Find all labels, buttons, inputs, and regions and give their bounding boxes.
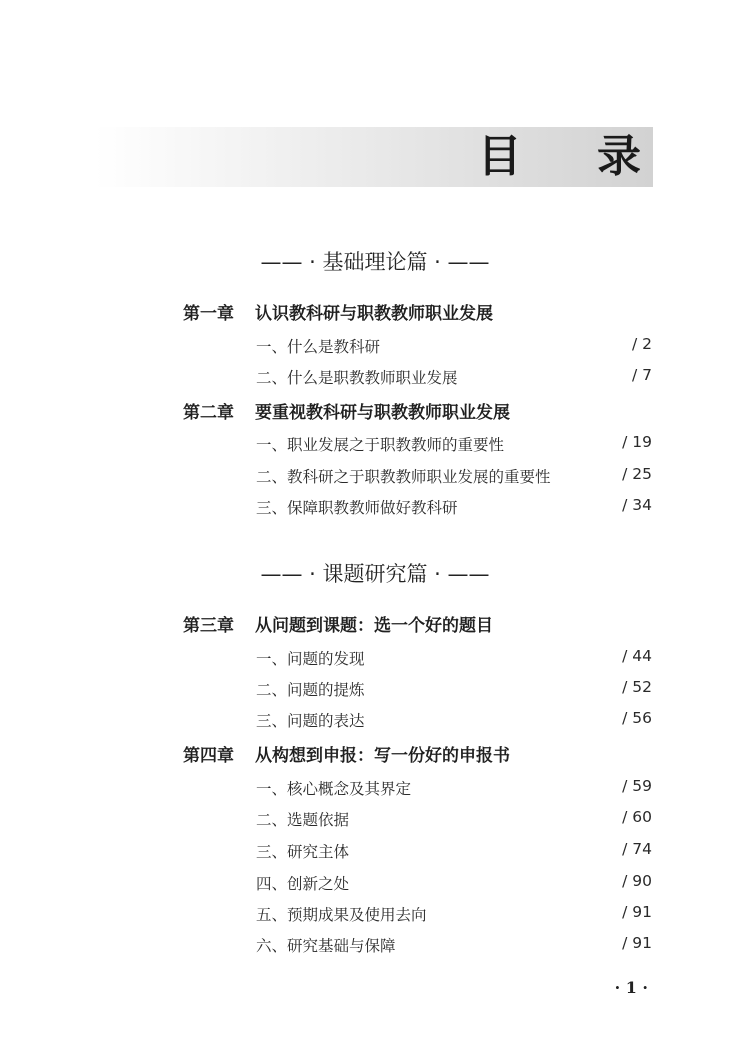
part-heading-theory: —— · 基础理论篇 · —— bbox=[260, 250, 490, 274]
toc-entry[interactable] bbox=[256, 903, 652, 925]
toc-entry-page: / 25 bbox=[622, 465, 652, 483]
chapter-1[interactable] bbox=[183, 299, 493, 324]
chapter-title: 从构想到申报：写一份好的申报书 bbox=[255, 746, 510, 766]
toc-entry[interactable] bbox=[256, 433, 652, 455]
chapter-title: 从问题到课题：选一个好的题目 bbox=[255, 616, 493, 636]
toc-entry[interactable] bbox=[256, 678, 652, 700]
toc-entry-label: 一、问题的发现 bbox=[256, 650, 365, 668]
toc-entry-page: / 44 bbox=[622, 647, 652, 665]
chapter-number: 第二章 bbox=[183, 403, 234, 423]
chapter-4[interactable] bbox=[183, 741, 510, 766]
toc-entry-label: 六、研究基础与保障 bbox=[256, 937, 396, 955]
chapter-2[interactable] bbox=[183, 398, 510, 423]
toc-entry-page: / 19 bbox=[622, 433, 652, 451]
toc-entry-page: / 91 bbox=[622, 903, 652, 921]
toc-entry-label: 二、什么是职教教师职业发展 bbox=[256, 369, 458, 387]
toc-entry[interactable] bbox=[256, 496, 652, 518]
toc-entry-label: 一、什么是教科研 bbox=[256, 338, 381, 356]
toc-entry[interactable] bbox=[256, 777, 652, 799]
toc-entry-page: / 60 bbox=[622, 808, 652, 826]
toc-entry-page: / 90 bbox=[622, 872, 652, 890]
page-number: · 1 · bbox=[614, 978, 648, 997]
chapter-title: 认识教科研与职教教师职业发展 bbox=[255, 304, 493, 324]
toc-entry-page: / 56 bbox=[622, 709, 652, 727]
toc-entry-page: / 34 bbox=[622, 496, 652, 514]
toc-entry-label: 二、选题依据 bbox=[256, 811, 350, 829]
toc-entry-label: 三、研究主体 bbox=[256, 843, 350, 861]
toc-entry-label: 三、问题的表达 bbox=[256, 712, 365, 730]
toc-entry[interactable] bbox=[256, 808, 652, 830]
toc-entry[interactable] bbox=[256, 465, 652, 487]
chapter-number: 第四章 bbox=[183, 746, 234, 766]
chapter-number: 第三章 bbox=[183, 616, 234, 636]
part-heading-research: —— · 课题研究篇 · —— bbox=[260, 562, 490, 586]
toc-entry-page: / 7 bbox=[631, 366, 652, 384]
toc-entry[interactable] bbox=[256, 366, 652, 388]
toc-entry-label: 三、保障职教教师做好教科研 bbox=[256, 499, 458, 517]
toc-entry-page: / 91 bbox=[622, 934, 652, 952]
toc-entry[interactable] bbox=[256, 335, 652, 357]
toc-entry[interactable] bbox=[256, 840, 652, 862]
toc-entry[interactable] bbox=[256, 647, 652, 669]
toc-entry-page: / 74 bbox=[622, 840, 652, 858]
chapter-title: 要重视教科研与职教教师职业发展 bbox=[255, 403, 510, 423]
toc-entry[interactable] bbox=[256, 709, 652, 731]
toc-entry[interactable] bbox=[256, 872, 652, 894]
toc-entry-label: 二、教科研之于职教教师职业发展的重要性 bbox=[256, 468, 551, 486]
chapter-number: 第一章 bbox=[183, 304, 234, 324]
title-banner bbox=[95, 127, 671, 187]
toc-entry-page: / 59 bbox=[622, 777, 652, 795]
chapter-3[interactable] bbox=[183, 611, 493, 636]
toc-entry-page: / 52 bbox=[622, 678, 652, 696]
toc-entry-label: 二、问题的提炼 bbox=[256, 681, 365, 699]
toc-entry-page: / 2 bbox=[631, 335, 652, 353]
toc-entry-label: 五、预期成果及使用去向 bbox=[256, 906, 427, 924]
toc-entry[interactable] bbox=[256, 934, 652, 956]
page-title: 目 录 bbox=[477, 131, 671, 182]
toc-entry-label: 一、职业发展之于职教教师的重要性 bbox=[256, 436, 505, 454]
toc-entry-label: 一、核心概念及其界定 bbox=[256, 780, 412, 798]
toc-entry-label: 四、创新之处 bbox=[256, 875, 350, 893]
